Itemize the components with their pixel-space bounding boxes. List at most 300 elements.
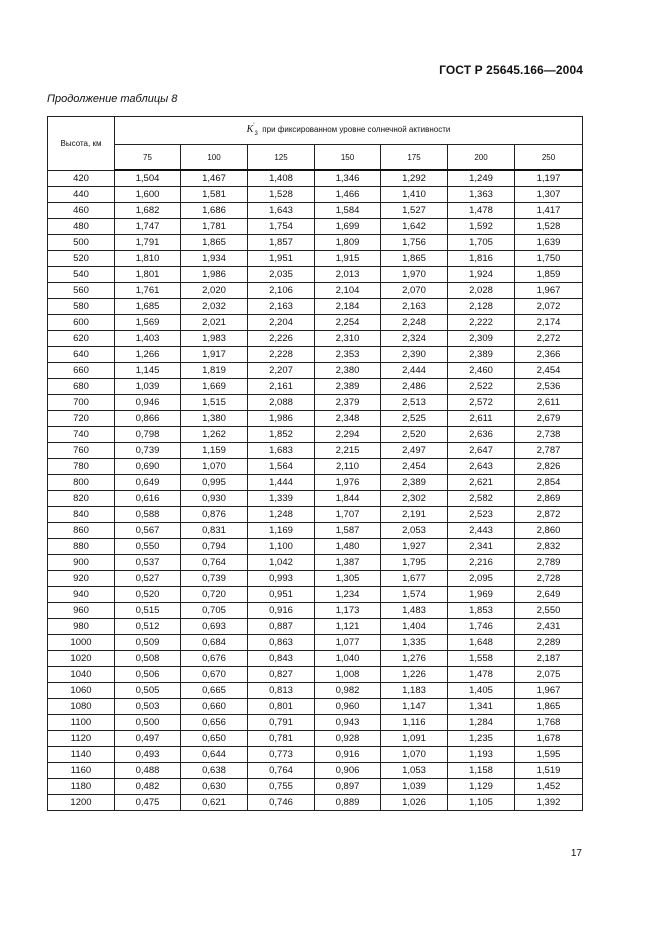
table-caption: Продолжение таблицы 8 — [47, 93, 178, 105]
value-cell: 1,053 — [381, 763, 448, 779]
value-cell: 2,053 — [381, 523, 448, 539]
value-cell: 1,417 — [515, 203, 583, 219]
value-cell: 1,983 — [181, 331, 248, 347]
value-cell: 0,863 — [248, 635, 315, 651]
value-cell: 1,917 — [181, 347, 248, 363]
altitude-cell: 1180 — [48, 779, 115, 795]
value-cell: 1,387 — [315, 555, 381, 571]
value-cell: 1,193 — [448, 747, 515, 763]
coefficient-superscript: ' — [253, 123, 255, 129]
value-cell: 0,887 — [248, 619, 315, 635]
table-row — [48, 619, 583, 635]
value-cell: 2,611 — [448, 411, 515, 427]
value-cell: 1,405 — [448, 683, 515, 699]
value-cell: 1,519 — [515, 763, 583, 779]
value-cell: 2,390 — [381, 347, 448, 363]
value-cell: 0,995 — [181, 475, 248, 491]
value-cell: 1,592 — [448, 219, 515, 235]
value-cell: 0,509 — [115, 635, 181, 651]
value-cell: 1,595 — [515, 747, 583, 763]
value-cell: 2,522 — [448, 379, 515, 395]
value-cell: 2,513 — [381, 395, 448, 411]
value-cell: 1,791 — [115, 235, 181, 251]
value-cell: 2,582 — [448, 491, 515, 507]
value-cell: 2,341 — [448, 539, 515, 555]
value-cell: 0,512 — [115, 619, 181, 635]
value-cell: 2,184 — [315, 299, 381, 315]
table-row — [48, 251, 583, 267]
value-cell: 1,915 — [315, 251, 381, 267]
value-cell: 1,070 — [381, 747, 448, 763]
value-cell: 1,587 — [315, 523, 381, 539]
value-cell: 2,550 — [515, 603, 583, 619]
altitude-cell: 1000 — [48, 635, 115, 651]
altitude-cell: 960 — [48, 603, 115, 619]
table-row — [48, 795, 583, 811]
value-cell: 2,072 — [515, 299, 583, 315]
value-cell: 0,475 — [115, 795, 181, 811]
value-cell: 2,621 — [448, 475, 515, 491]
value-cell: 1,404 — [381, 619, 448, 635]
value-cell: 1,699 — [315, 219, 381, 235]
value-cell: 1,235 — [448, 731, 515, 747]
value-cell: 2,248 — [381, 315, 448, 331]
value-cell: 2,826 — [515, 459, 583, 475]
value-cell: 1,746 — [448, 619, 515, 635]
value-cell: 2,254 — [315, 315, 381, 331]
value-cell: 1,173 — [315, 603, 381, 619]
value-cell: 1,305 — [315, 571, 381, 587]
value-cell: 2,525 — [381, 411, 448, 427]
table-row — [48, 507, 583, 523]
table-row — [48, 395, 583, 411]
value-cell: 1,444 — [248, 475, 315, 491]
value-cell: 1,682 — [115, 203, 181, 219]
value-cell: 2,228 — [248, 347, 315, 363]
table-row — [48, 747, 583, 763]
value-cell: 1,564 — [248, 459, 315, 475]
table-row — [48, 427, 583, 443]
table-row — [48, 299, 583, 315]
value-cell: 1,677 — [381, 571, 448, 587]
value-cell: 1,039 — [381, 779, 448, 795]
value-cell: 1,040 — [315, 651, 381, 667]
altitude-cell: 600 — [48, 315, 115, 331]
altitude-cell: 940 — [48, 587, 115, 603]
altitude-cell: 500 — [48, 235, 115, 251]
value-cell: 1,403 — [115, 331, 181, 347]
value-cell: 0,588 — [115, 507, 181, 523]
value-cell: 1,801 — [115, 267, 181, 283]
value-cell: 1,452 — [515, 779, 583, 795]
value-cell: 0,843 — [248, 651, 315, 667]
value-cell: 1,569 — [115, 315, 181, 331]
value-cell: 0,660 — [181, 699, 248, 715]
value-cell: 1,042 — [248, 555, 315, 571]
value-cell: 2,028 — [448, 283, 515, 299]
data-table — [47, 116, 583, 811]
value-cell: 2,294 — [315, 427, 381, 443]
value-cell: 0,813 — [248, 683, 315, 699]
table-row — [48, 699, 583, 715]
table-row — [48, 459, 583, 475]
table-row — [48, 683, 583, 699]
value-cell: 0,656 — [181, 715, 248, 731]
value-cell: 0,773 — [248, 747, 315, 763]
value-cell: 0,943 — [315, 715, 381, 731]
value-cell: 1,754 — [248, 219, 315, 235]
value-cell: 0,866 — [115, 411, 181, 427]
value-cell: 2,163 — [248, 299, 315, 315]
table-row — [48, 267, 583, 283]
value-cell: 2,872 — [515, 507, 583, 523]
value-cell: 0,621 — [181, 795, 248, 811]
activity-level-header: 200 — [448, 145, 515, 171]
value-cell: 0,505 — [115, 683, 181, 699]
value-cell: 1,857 — [248, 235, 315, 251]
value-cell: 1,248 — [248, 507, 315, 523]
value-cell: 0,638 — [181, 763, 248, 779]
table-row — [48, 779, 583, 795]
value-cell: 1,970 — [381, 267, 448, 283]
value-cell: 1,967 — [515, 283, 583, 299]
table-row — [48, 203, 583, 219]
value-cell: 0,500 — [115, 715, 181, 731]
value-cell: 0,527 — [115, 571, 181, 587]
value-cell: 1,584 — [315, 203, 381, 219]
altitude-cell: 700 — [48, 395, 115, 411]
value-cell: 0,827 — [248, 667, 315, 683]
altitude-cell: 440 — [48, 187, 115, 203]
value-cell: 1,816 — [448, 251, 515, 267]
value-cell: 2,643 — [448, 459, 515, 475]
table-row — [48, 475, 583, 491]
value-cell: 2,611 — [515, 395, 583, 411]
value-cell: 1,480 — [315, 539, 381, 555]
value-cell: 2,289 — [515, 635, 583, 651]
value-cell: 0,930 — [181, 491, 248, 507]
altitude-cell: 1160 — [48, 763, 115, 779]
value-cell: 2,353 — [315, 347, 381, 363]
value-cell: 2,454 — [515, 363, 583, 379]
value-cell: 1,927 — [381, 539, 448, 555]
altitude-cell: 720 — [48, 411, 115, 427]
value-cell: 2,679 — [515, 411, 583, 427]
value-cell: 1,504 — [115, 170, 181, 187]
value-cell: 1,747 — [115, 219, 181, 235]
table-row — [48, 331, 583, 347]
table-row — [48, 763, 583, 779]
value-cell: 1,478 — [448, 667, 515, 683]
value-cell: 0,488 — [115, 763, 181, 779]
table-row — [48, 235, 583, 251]
value-cell: 1,639 — [515, 235, 583, 251]
value-cell: 0,831 — [181, 523, 248, 539]
activity-level-header: 100 — [181, 145, 248, 171]
value-cell: 1,705 — [448, 235, 515, 251]
value-cell: 2,309 — [448, 331, 515, 347]
value-cell: 0,503 — [115, 699, 181, 715]
value-cell: 2,222 — [448, 315, 515, 331]
value-cell: 1,339 — [248, 491, 315, 507]
value-cell: 1,116 — [381, 715, 448, 731]
value-cell: 1,756 — [381, 235, 448, 251]
value-cell: 1,750 — [515, 251, 583, 267]
value-cell: 0,746 — [248, 795, 315, 811]
value-cell: 1,363 — [448, 187, 515, 203]
value-cell: 2,070 — [381, 283, 448, 299]
value-cell: 1,169 — [248, 523, 315, 539]
value-cell: 2,302 — [381, 491, 448, 507]
coefficient-symbol: K — [246, 124, 254, 135]
value-cell: 1,100 — [248, 539, 315, 555]
value-cell: 1,969 — [448, 587, 515, 603]
altitude-cell: 1020 — [48, 651, 115, 667]
table-row — [48, 715, 583, 731]
value-cell: 0,665 — [181, 683, 248, 699]
value-cell: 1,077 — [315, 635, 381, 651]
value-cell: 2,789 — [515, 555, 583, 571]
table-body — [48, 170, 583, 811]
value-cell: 0,506 — [115, 667, 181, 683]
altitude-cell: 860 — [48, 523, 115, 539]
activity-level-header: 150 — [315, 145, 381, 171]
coefficient-description: при фиксированном уровне солнечной активности — [262, 125, 451, 134]
altitude-cell: 1100 — [48, 715, 115, 731]
value-cell: 2,088 — [248, 395, 315, 411]
value-cell: 1,686 — [181, 203, 248, 219]
value-cell: 2,389 — [381, 475, 448, 491]
value-cell: 1,158 — [448, 763, 515, 779]
value-cell: 1,844 — [315, 491, 381, 507]
table-row — [48, 219, 583, 235]
altitude-cell: 560 — [48, 283, 115, 299]
value-cell: 0,794 — [181, 539, 248, 555]
value-cell: 1,008 — [315, 667, 381, 683]
altitude-cell: 740 — [48, 427, 115, 443]
altitude-cell: 1080 — [48, 699, 115, 715]
value-cell: 2,460 — [448, 363, 515, 379]
value-cell: 1,852 — [248, 427, 315, 443]
value-cell: 0,537 — [115, 555, 181, 571]
table-row — [48, 170, 583, 187]
value-cell: 1,335 — [381, 635, 448, 651]
value-cell: 2,104 — [315, 283, 381, 299]
value-cell: 2,536 — [515, 379, 583, 395]
value-cell: 2,738 — [515, 427, 583, 443]
value-cell: 2,226 — [248, 331, 315, 347]
altitude-cell: 580 — [48, 299, 115, 315]
altitude-cell: 840 — [48, 507, 115, 523]
value-cell: 1,467 — [181, 170, 248, 187]
value-cell: 1,865 — [381, 251, 448, 267]
value-cell: 2,035 — [248, 267, 315, 283]
value-cell: 1,528 — [248, 187, 315, 203]
altitude-cell: 980 — [48, 619, 115, 635]
value-cell: 1,408 — [248, 170, 315, 187]
value-cell: 1,951 — [248, 251, 315, 267]
value-cell: 1,070 — [181, 459, 248, 475]
table-row — [48, 651, 583, 667]
value-cell: 1,527 — [381, 203, 448, 219]
value-cell: 0,791 — [248, 715, 315, 731]
value-cell: 1,819 — [181, 363, 248, 379]
value-cell: 0,705 — [181, 603, 248, 619]
value-cell: 2,032 — [181, 299, 248, 315]
value-cell: 2,161 — [248, 379, 315, 395]
altitude-cell: 620 — [48, 331, 115, 347]
value-cell: 2,216 — [448, 555, 515, 571]
value-cell: 2,454 — [381, 459, 448, 475]
value-cell: 1,039 — [115, 379, 181, 395]
value-cell: 2,366 — [515, 347, 583, 363]
value-cell: 0,993 — [248, 571, 315, 587]
value-cell: 0,650 — [181, 731, 248, 747]
value-cell: 0,801 — [248, 699, 315, 715]
value-cell: 2,572 — [448, 395, 515, 411]
value-cell: 1,380 — [181, 411, 248, 427]
value-cell: 0,508 — [115, 651, 181, 667]
value-cell: 1,129 — [448, 779, 515, 795]
value-cell: 0,550 — [115, 539, 181, 555]
value-cell: 1,924 — [448, 267, 515, 283]
table-row — [48, 491, 583, 507]
table-row — [48, 571, 583, 587]
value-cell: 0,739 — [181, 571, 248, 587]
value-cell: 2,497 — [381, 443, 448, 459]
value-cell: 0,906 — [315, 763, 381, 779]
altitude-cell: 640 — [48, 347, 115, 363]
value-cell: 1,410 — [381, 187, 448, 203]
value-cell: 2,787 — [515, 443, 583, 459]
value-cell: 2,110 — [315, 459, 381, 475]
value-cell: 1,600 — [115, 187, 181, 203]
value-cell: 2,431 — [515, 619, 583, 635]
value-cell: 0,739 — [115, 443, 181, 459]
value-cell: 0,520 — [115, 587, 181, 603]
value-cell: 2,443 — [448, 523, 515, 539]
value-cell: 0,798 — [115, 427, 181, 443]
value-cell: 1,642 — [381, 219, 448, 235]
altitude-cell: 680 — [48, 379, 115, 395]
value-cell: 1,859 — [515, 267, 583, 283]
altitude-cell: 480 — [48, 219, 115, 235]
value-cell: 1,091 — [381, 731, 448, 747]
value-cell: 0,897 — [315, 779, 381, 795]
value-cell: 0,951 — [248, 587, 315, 603]
table-row — [48, 635, 583, 651]
table-row — [48, 667, 583, 683]
value-cell: 2,207 — [248, 363, 315, 379]
value-cell: 1,707 — [315, 507, 381, 523]
value-cell: 2,728 — [515, 571, 583, 587]
value-cell: 1,976 — [315, 475, 381, 491]
altitude-cell: 1040 — [48, 667, 115, 683]
value-cell: 1,262 — [181, 427, 248, 443]
coefficient-header — [115, 117, 583, 145]
value-cell: 1,346 — [315, 170, 381, 187]
value-cell: 2,106 — [248, 283, 315, 299]
value-cell: 2,310 — [315, 331, 381, 347]
value-cell: 0,684 — [181, 635, 248, 651]
value-cell: 1,810 — [115, 251, 181, 267]
table-row — [48, 283, 583, 299]
value-cell: 1,986 — [181, 267, 248, 283]
value-cell: 2,523 — [448, 507, 515, 523]
altitude-cell: 800 — [48, 475, 115, 491]
value-cell: 2,095 — [448, 571, 515, 587]
value-cell: 0,630 — [181, 779, 248, 795]
value-cell: 1,307 — [515, 187, 583, 203]
value-cell: 1,284 — [448, 715, 515, 731]
value-cell: 1,648 — [448, 635, 515, 651]
value-cell: 0,616 — [115, 491, 181, 507]
value-cell: 1,276 — [381, 651, 448, 667]
value-cell: 1,865 — [515, 699, 583, 715]
altitude-cell: 1200 — [48, 795, 115, 811]
value-cell: 1,183 — [381, 683, 448, 699]
value-cell: 2,204 — [248, 315, 315, 331]
value-cell: 1,685 — [115, 299, 181, 315]
value-cell: 0,482 — [115, 779, 181, 795]
value-cell: 2,389 — [315, 379, 381, 395]
altitude-cell: 920 — [48, 571, 115, 587]
value-cell: 1,026 — [381, 795, 448, 811]
table-row — [48, 363, 583, 379]
value-cell: 2,486 — [381, 379, 448, 395]
altitude-cell: 780 — [48, 459, 115, 475]
table-row — [48, 411, 583, 427]
table-row — [48, 187, 583, 203]
value-cell: 2,869 — [515, 491, 583, 507]
table-row — [48, 539, 583, 555]
page-number: 17 — [570, 848, 582, 859]
value-cell: 1,249 — [448, 170, 515, 187]
value-cell: 2,215 — [315, 443, 381, 459]
value-cell: 2,272 — [515, 331, 583, 347]
value-cell: 0,876 — [181, 507, 248, 523]
altitude-cell: 880 — [48, 539, 115, 555]
value-cell: 1,234 — [315, 587, 381, 603]
value-cell: 2,860 — [515, 523, 583, 539]
value-cell: 2,444 — [381, 363, 448, 379]
altitude-cell: 420 — [48, 170, 115, 187]
value-cell: 0,676 — [181, 651, 248, 667]
value-cell: 2,174 — [515, 315, 583, 331]
table-row — [48, 443, 583, 459]
value-cell: 2,520 — [381, 427, 448, 443]
value-cell: 2,854 — [515, 475, 583, 491]
value-cell: 2,380 — [315, 363, 381, 379]
altitude-header: Высота, км — [48, 117, 115, 171]
activity-level-header: 75 — [115, 145, 181, 171]
altitude-cell: 820 — [48, 491, 115, 507]
value-cell: 1,574 — [381, 587, 448, 603]
value-cell: 1,678 — [515, 731, 583, 747]
value-cell: 0,670 — [181, 667, 248, 683]
value-cell: 1,515 — [181, 395, 248, 411]
value-cell: 0,764 — [181, 555, 248, 571]
value-cell: 1,341 — [448, 699, 515, 715]
value-cell: 2,379 — [315, 395, 381, 411]
value-cell: 0,515 — [115, 603, 181, 619]
value-cell: 2,324 — [381, 331, 448, 347]
altitude-cell: 1140 — [48, 747, 115, 763]
altitude-cell: 460 — [48, 203, 115, 219]
value-cell: 1,643 — [248, 203, 315, 219]
value-cell: 1,121 — [315, 619, 381, 635]
activity-levels-row — [48, 145, 583, 171]
